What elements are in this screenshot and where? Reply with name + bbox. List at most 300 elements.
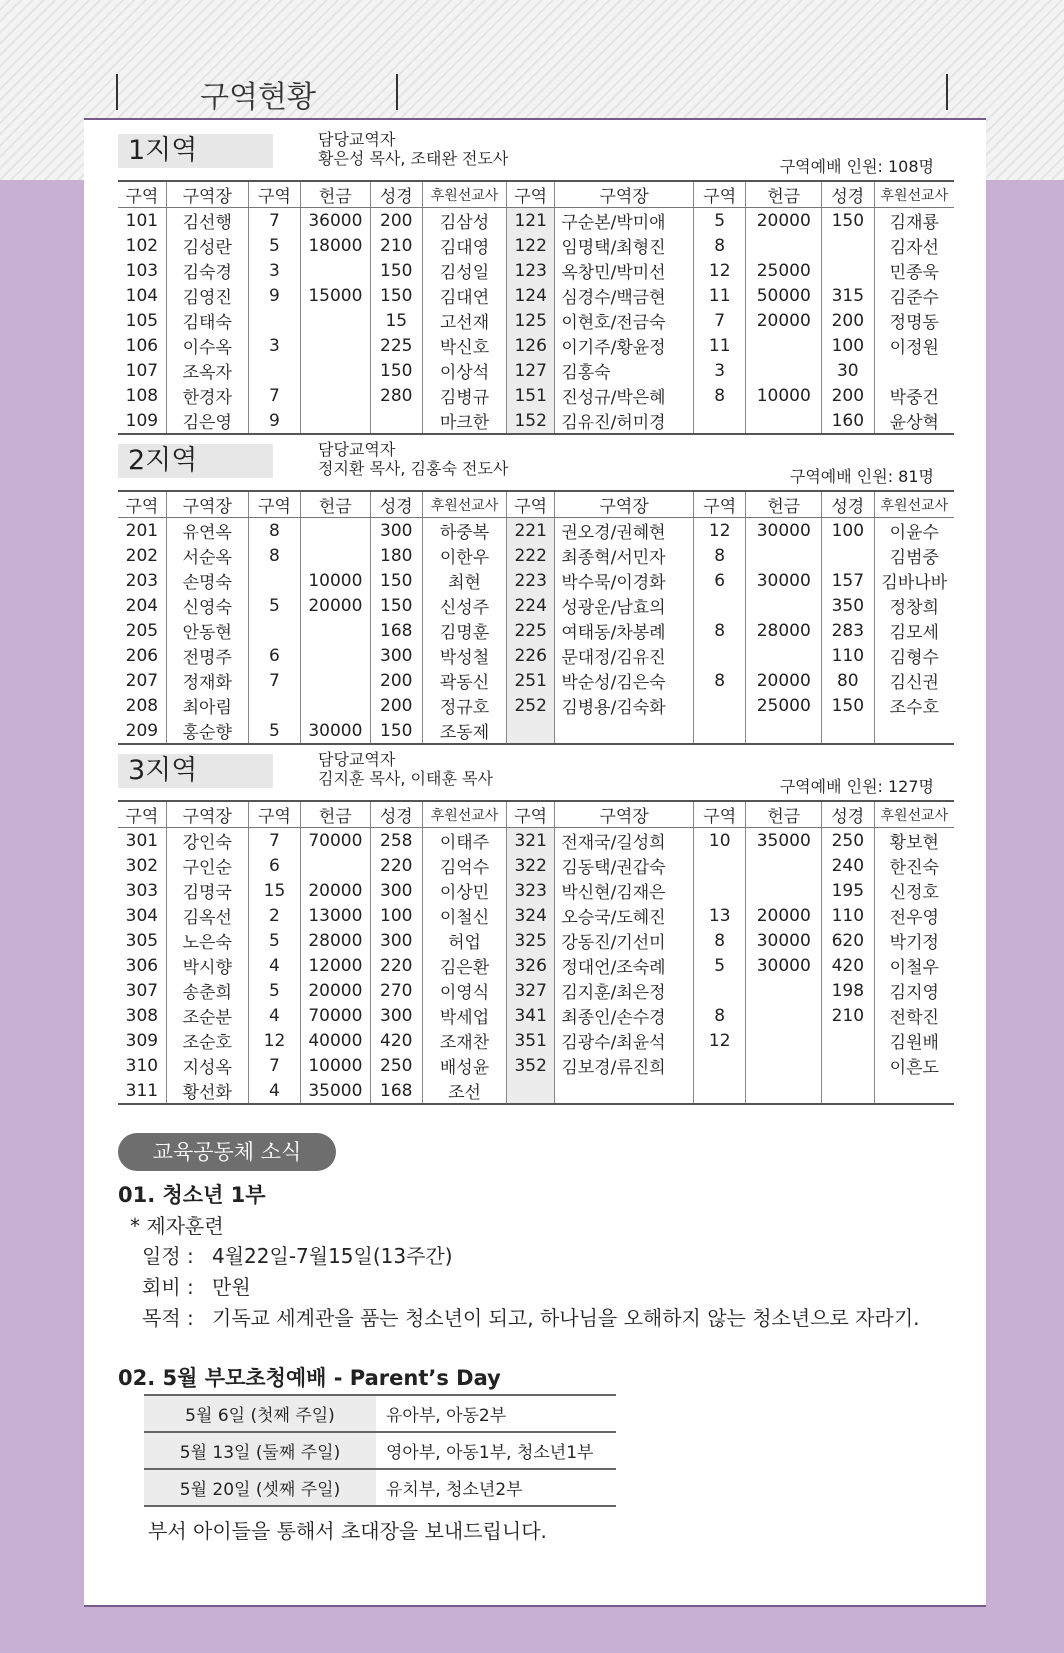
table-cell: 210 bbox=[370, 233, 423, 258]
table-row bbox=[118, 693, 954, 718]
column-header: 헌금 bbox=[301, 181, 370, 208]
table-cell bbox=[301, 408, 370, 434]
table-cell: 12000 bbox=[301, 953, 370, 978]
table-cell: 302 bbox=[125, 855, 159, 876]
youth-fee-row: 회비 : 만원 bbox=[142, 1275, 251, 1299]
table-cell: 252 bbox=[507, 693, 555, 718]
table-cell: 곽동신 bbox=[423, 668, 507, 693]
page-header bbox=[84, 60, 986, 120]
table-cell: 106 bbox=[125, 335, 159, 356]
table-cell: 조옥자 bbox=[166, 358, 248, 383]
table-cell: 351 bbox=[507, 1028, 555, 1053]
table-cell bbox=[693, 1078, 746, 1104]
table-cell: 13 bbox=[693, 903, 746, 928]
table-cell: 11 bbox=[693, 283, 746, 308]
region-table bbox=[118, 490, 954, 745]
column-header: 성경 bbox=[370, 181, 423, 208]
table-row bbox=[118, 568, 954, 593]
column-header: 구역장 bbox=[555, 801, 694, 828]
staff-names: 황은성 목사, 조태완 전도사 bbox=[318, 149, 509, 168]
table-cell: 18000 bbox=[301, 233, 370, 258]
table-cell bbox=[822, 258, 875, 283]
table-cell bbox=[693, 593, 746, 618]
staff-title: 담당교역자 bbox=[318, 750, 396, 769]
table-cell bbox=[693, 718, 746, 744]
table-cell bbox=[746, 1053, 822, 1078]
table-cell bbox=[746, 878, 822, 903]
table-cell bbox=[874, 358, 954, 383]
table-cell: 207 bbox=[125, 670, 159, 691]
table-cell: 200 bbox=[822, 383, 875, 408]
table-cell: 김원배 bbox=[874, 1028, 954, 1053]
table-cell: 35000 bbox=[746, 828, 822, 854]
table-cell: 김삼성 bbox=[423, 208, 507, 234]
table-cell: 20000 bbox=[746, 903, 822, 928]
table-cell: 4 bbox=[248, 1078, 301, 1104]
table-cell bbox=[746, 718, 822, 744]
table-cell: 이현호/전금숙 bbox=[555, 308, 694, 333]
table-cell: 12 bbox=[248, 1028, 301, 1053]
table-row bbox=[118, 828, 954, 854]
column-header: 구역 bbox=[118, 801, 166, 828]
table-cell: 28000 bbox=[301, 928, 370, 953]
parents-day-table bbox=[144, 1394, 616, 1507]
column-header: 구역 bbox=[693, 491, 746, 518]
table-row bbox=[118, 718, 954, 744]
table-cell: 324 bbox=[507, 903, 555, 928]
table-cell bbox=[693, 693, 746, 718]
table-cell: 신정호 bbox=[874, 878, 954, 903]
table-cell: 김영진 bbox=[166, 283, 248, 308]
region-name: 3지역 bbox=[118, 754, 273, 788]
table-cell: 박순성/김은숙 bbox=[555, 668, 694, 693]
table-cell: 황보현 bbox=[874, 828, 954, 854]
table-row bbox=[118, 643, 954, 668]
table-cell: 하중복 bbox=[423, 518, 507, 544]
table-cell: 226 bbox=[507, 643, 555, 668]
table-cell bbox=[301, 853, 370, 878]
table-cell: 조수호 bbox=[874, 693, 954, 718]
table-cell: 123 bbox=[507, 258, 555, 283]
table-cell: 300 bbox=[370, 878, 423, 903]
table-cell: 박수묵/이경화 bbox=[555, 568, 694, 593]
table-cell bbox=[746, 1028, 822, 1053]
table-cell: 10000 bbox=[746, 383, 822, 408]
table-cell: 오승국/도혜진 bbox=[555, 903, 694, 928]
table-cell: 105 bbox=[125, 310, 159, 331]
table-cell: 20000 bbox=[301, 878, 370, 903]
column-header: 구역장 bbox=[555, 491, 694, 518]
table-row bbox=[118, 903, 954, 928]
table-cell: 300 bbox=[370, 643, 423, 668]
table-cell: 315 bbox=[822, 283, 875, 308]
table-cell: 20000 bbox=[301, 593, 370, 618]
column-header: 구역 bbox=[118, 491, 166, 518]
table-cell bbox=[301, 618, 370, 643]
table-cell: 8 bbox=[693, 668, 746, 693]
table-cell: 이정원 bbox=[874, 333, 954, 358]
table-cell: 구순본/박미애 bbox=[555, 208, 694, 234]
region-header bbox=[118, 130, 954, 180]
closing-note: 부서 아이들을 통해서 초대장을 보내드립니다. bbox=[148, 1519, 547, 1543]
table-cell: 220 bbox=[370, 953, 423, 978]
table-cell: 송춘희 bbox=[166, 978, 248, 1003]
table-cell: 326 bbox=[507, 953, 555, 978]
table-cell: 김신권 bbox=[874, 668, 954, 693]
table-cell: 김병규 bbox=[423, 383, 507, 408]
table-cell: 성광운/남효의 bbox=[555, 593, 694, 618]
table-row bbox=[118, 668, 954, 693]
table-cell bbox=[301, 308, 370, 333]
table-cell: 100 bbox=[370, 903, 423, 928]
table-cell: 311 bbox=[118, 1078, 166, 1104]
table-cell: 321 bbox=[507, 828, 555, 854]
table-cell: 김명국 bbox=[166, 878, 248, 903]
region-table bbox=[118, 180, 954, 435]
table-row bbox=[118, 953, 954, 978]
column-header: 구역장 bbox=[166, 181, 248, 208]
table-cell: 신영숙 bbox=[166, 593, 248, 618]
table-cell bbox=[507, 1078, 555, 1104]
column-header: 성경 bbox=[822, 801, 875, 828]
table-cell bbox=[822, 233, 875, 258]
table-cell: 420 bbox=[822, 953, 875, 978]
table-cell: 150 bbox=[370, 258, 423, 283]
table-cell bbox=[248, 618, 301, 643]
table-cell: 124 bbox=[507, 283, 555, 308]
table-cell: 이윤수 bbox=[874, 518, 954, 544]
table-cell: 206 bbox=[125, 645, 159, 666]
table-cell: 김선행 bbox=[166, 208, 248, 234]
table-cell: 노은숙 bbox=[166, 928, 248, 953]
table-cell: 8 bbox=[693, 543, 746, 568]
column-header: 헌금 bbox=[301, 801, 370, 828]
table-cell: 조순분 bbox=[166, 1003, 248, 1028]
table-cell: 이철우 bbox=[874, 953, 954, 978]
table-cell: 김형수 bbox=[874, 643, 954, 668]
table-cell: 최종혁/서민자 bbox=[555, 543, 694, 568]
table-cell bbox=[301, 643, 370, 668]
table-cell: 진성규/박은혜 bbox=[555, 383, 694, 408]
table-cell: 203 bbox=[125, 570, 159, 591]
table-cell: 정명동 bbox=[874, 308, 954, 333]
table-cell: 225 bbox=[507, 618, 555, 643]
table-cell: 250 bbox=[822, 828, 875, 854]
column-header: 구역 bbox=[507, 491, 555, 518]
column-header: 성경 bbox=[370, 491, 423, 518]
table-cell: 100 bbox=[822, 518, 875, 544]
table-cell bbox=[301, 333, 370, 358]
table-cell: 이태주 bbox=[423, 828, 507, 854]
table-cell: 7 bbox=[248, 208, 301, 234]
table-cell: 104 bbox=[125, 285, 159, 306]
table-cell: 김지훈/최은정 bbox=[555, 978, 694, 1003]
column-header: 구역 bbox=[248, 181, 301, 208]
table-cell: 이철신 bbox=[423, 903, 507, 928]
table-cell: 208 bbox=[125, 695, 159, 716]
table-cell: 마크한 bbox=[423, 408, 507, 434]
table-cell: 12 bbox=[693, 518, 746, 544]
table-cell: 300 bbox=[370, 1003, 423, 1028]
table-cell: 김대연 bbox=[423, 283, 507, 308]
table-header-row bbox=[118, 491, 954, 518]
table-cell: 김성란 bbox=[166, 233, 248, 258]
news-badge: 교육공동체 소식 bbox=[118, 1133, 336, 1171]
table-row bbox=[118, 1078, 954, 1104]
table-cell: 6 bbox=[693, 568, 746, 593]
table-cell: 200 bbox=[370, 208, 423, 234]
table-cell: 권오경/권혜현 bbox=[555, 518, 694, 544]
table-cell bbox=[746, 408, 822, 434]
table-cell bbox=[693, 853, 746, 878]
table-cell: 5 bbox=[248, 928, 301, 953]
table-cell: 6 bbox=[248, 853, 301, 878]
table-cell: 70000 bbox=[301, 1003, 370, 1028]
table-cell: 303 bbox=[125, 880, 159, 901]
table-cell: 박신현/김재은 bbox=[555, 878, 694, 903]
table-cell: 150 bbox=[370, 568, 423, 593]
table-cell: 223 bbox=[507, 568, 555, 593]
table-cell: 127 bbox=[507, 358, 555, 383]
attendance-count: 구역예배 인원: 81명 bbox=[789, 467, 934, 486]
table-cell: 325 bbox=[507, 928, 555, 953]
table-cell: 110 bbox=[822, 903, 875, 928]
table-cell: 5 bbox=[248, 718, 301, 744]
table-cell: 210 bbox=[822, 1003, 875, 1028]
table-cell bbox=[693, 1053, 746, 1078]
table-row bbox=[118, 208, 954, 234]
table-cell: 김홍숙 bbox=[555, 358, 694, 383]
column-header: 헌금 bbox=[301, 491, 370, 518]
table-cell: 김대영 bbox=[423, 233, 507, 258]
table-cell: 8 bbox=[693, 928, 746, 953]
table-cell bbox=[822, 1053, 875, 1078]
table-cell: 122 bbox=[507, 233, 555, 258]
table-cell bbox=[746, 853, 822, 878]
table-cell: 김병용/김숙화 bbox=[555, 693, 694, 718]
column-header: 구역 bbox=[693, 181, 746, 208]
table-cell: 40000 bbox=[301, 1028, 370, 1053]
table-cell: 50000 bbox=[746, 283, 822, 308]
table-cell: 고선재 bbox=[423, 308, 507, 333]
table-cell bbox=[555, 1078, 694, 1104]
region-name: 1지역 bbox=[118, 134, 273, 168]
staff-title: 담당교역자 bbox=[318, 130, 396, 149]
table-cell: 125 bbox=[507, 308, 555, 333]
table-cell: 옥창민/박미선 bbox=[555, 258, 694, 283]
table-cell: 김성일 bbox=[423, 258, 507, 283]
table-cell: 김유진/허미경 bbox=[555, 408, 694, 434]
table-cell: 12 bbox=[693, 258, 746, 283]
table-cell: 250 bbox=[370, 1053, 423, 1078]
table-cell: 김태숙 bbox=[166, 308, 248, 333]
column-header: 구역 bbox=[507, 181, 555, 208]
page-title: 구역현황 bbox=[200, 80, 316, 115]
table-cell: 12 bbox=[693, 1028, 746, 1053]
table-cell: 한진숙 bbox=[874, 853, 954, 878]
table-cell: 9 bbox=[248, 283, 301, 308]
table-cell: 3 bbox=[248, 258, 301, 283]
table-cell bbox=[746, 233, 822, 258]
table-cell: 15 bbox=[248, 878, 301, 903]
table-cell: 151 bbox=[507, 383, 555, 408]
table-cell: 2 bbox=[248, 903, 301, 928]
table-cell: 이상석 bbox=[423, 358, 507, 383]
table-cell: 안동현 bbox=[166, 618, 248, 643]
table-cell: 8 bbox=[248, 518, 301, 544]
table-cell: 5 bbox=[693, 208, 746, 234]
education-news bbox=[118, 1133, 954, 1544]
column-header: 구역장 bbox=[555, 181, 694, 208]
table-cell: 283 bbox=[822, 618, 875, 643]
table-cell: 정대언/조숙례 bbox=[555, 953, 694, 978]
table-cell: 110 bbox=[822, 643, 875, 668]
table-cell: 이한우 bbox=[423, 543, 507, 568]
table-row bbox=[118, 1028, 954, 1053]
table-cell: 168 bbox=[370, 618, 423, 643]
table-cell: 304 bbox=[125, 905, 159, 926]
table-cell: 103 bbox=[125, 260, 159, 281]
table-cell: 200 bbox=[822, 308, 875, 333]
table-cell: 김모세 bbox=[874, 618, 954, 643]
table-cell: 307 bbox=[125, 980, 159, 1001]
column-header: 성경 bbox=[822, 491, 875, 518]
table-cell bbox=[507, 718, 555, 744]
table-cell bbox=[746, 593, 822, 618]
column-header: 성경 bbox=[822, 181, 875, 208]
table-cell: 620 bbox=[822, 928, 875, 953]
table-cell: 5 bbox=[248, 978, 301, 1003]
table-cell: 김범중 bbox=[874, 543, 954, 568]
table-cell: 20000 bbox=[301, 978, 370, 1003]
header-divider-mid bbox=[396, 74, 398, 110]
table-cell: 25000 bbox=[746, 693, 822, 718]
table-cell: 최아림 bbox=[166, 693, 248, 718]
table-cell: 201 bbox=[125, 520, 159, 541]
column-header: 구역 bbox=[248, 801, 301, 828]
table-cell: 300 bbox=[370, 518, 423, 544]
table-cell: 김은환 bbox=[423, 953, 507, 978]
attendance-count: 구역예배 인원: 127명 bbox=[779, 777, 934, 796]
table-cell bbox=[301, 383, 370, 408]
table-cell bbox=[874, 1078, 954, 1104]
table-cell: 240 bbox=[822, 853, 875, 878]
table-cell: 108 bbox=[125, 385, 159, 406]
table-cell: 전학진 bbox=[874, 1003, 954, 1028]
table-cell bbox=[248, 693, 301, 718]
table-cell: 배성윤 bbox=[423, 1053, 507, 1078]
table-cell: 420 bbox=[370, 1028, 423, 1053]
table-cell: 지성옥 bbox=[166, 1053, 248, 1078]
table-cell: 270 bbox=[370, 978, 423, 1003]
table-cell: 박기정 bbox=[874, 928, 954, 953]
table-cell: 28000 bbox=[746, 618, 822, 643]
table-cell: 강동진/기선미 bbox=[555, 928, 694, 953]
column-header: 헌금 bbox=[746, 181, 822, 208]
table-cell: 10000 bbox=[301, 568, 370, 593]
table-cell: 35000 bbox=[301, 1078, 370, 1104]
table-cell: 조선 bbox=[423, 1078, 507, 1104]
table-cell: 손명숙 bbox=[166, 568, 248, 593]
table-row bbox=[118, 1053, 954, 1078]
table-cell: 100 bbox=[822, 333, 875, 358]
table-cell: 308 bbox=[125, 1005, 159, 1026]
table-cell bbox=[746, 643, 822, 668]
region-1 bbox=[118, 130, 954, 435]
table-cell: 4 bbox=[248, 1003, 301, 1028]
table-cell: 여태동/차봉례 bbox=[555, 618, 694, 643]
table-cell: 최종인/손수경 bbox=[555, 1003, 694, 1028]
table-cell: 11 bbox=[693, 333, 746, 358]
table-cell bbox=[746, 333, 822, 358]
table-cell: 180 bbox=[370, 543, 423, 568]
column-header: 구역장 bbox=[166, 801, 248, 828]
table-cell: 160 bbox=[822, 408, 875, 434]
table-cell: 150 bbox=[370, 358, 423, 383]
table-cell: 280 bbox=[370, 383, 423, 408]
column-header: 후원선교사 bbox=[874, 801, 954, 828]
table-cell bbox=[746, 978, 822, 1003]
parents-day-row: 5월 13일 (둘째 주일) 영아부, 아동1부, 청소년1부 bbox=[144, 1432, 616, 1469]
table-cell: 30000 bbox=[746, 928, 822, 953]
column-header: 구역장 bbox=[166, 491, 248, 518]
table-cell bbox=[248, 308, 301, 333]
table-cell: 150 bbox=[822, 693, 875, 718]
table-cell: 195 bbox=[822, 878, 875, 903]
table-cell bbox=[370, 408, 423, 434]
table-cell: 202 bbox=[125, 545, 159, 566]
table-cell: 이수옥 bbox=[166, 333, 248, 358]
table-cell: 홍순향 bbox=[166, 718, 248, 744]
table-cell: 박세업 bbox=[423, 1003, 507, 1028]
parents-day-row: 5월 6일 (첫째 주일) 유아부, 아동2부 bbox=[144, 1395, 616, 1432]
table-cell: 김준수 bbox=[874, 283, 954, 308]
region-header bbox=[118, 440, 954, 490]
table-cell: 20000 bbox=[746, 668, 822, 693]
section-parents-day-title: 02. 5월 부모초청예배 - Parent’s Day bbox=[118, 1366, 501, 1390]
table-cell: 7 bbox=[693, 308, 746, 333]
table-cell: 이상민 bbox=[423, 878, 507, 903]
table-cell bbox=[301, 668, 370, 693]
table-cell: 341 bbox=[507, 1003, 555, 1028]
table-cell: 9 bbox=[248, 408, 301, 434]
table-cell: 전명주 bbox=[166, 643, 248, 668]
table-row bbox=[118, 593, 954, 618]
header-underline bbox=[84, 118, 986, 120]
region-table bbox=[118, 800, 954, 1105]
table-cell: 김은영 bbox=[166, 408, 248, 434]
table-cell: 150 bbox=[370, 593, 423, 618]
table-cell: 8 bbox=[248, 543, 301, 568]
table-cell: 전우영 bbox=[874, 903, 954, 928]
table-row bbox=[118, 1003, 954, 1028]
table-cell: 7 bbox=[248, 383, 301, 408]
table-cell: 20000 bbox=[746, 308, 822, 333]
table-cell bbox=[248, 568, 301, 593]
table-cell: 200 bbox=[370, 668, 423, 693]
table-cell: 204 bbox=[125, 595, 159, 616]
youth-schedule-row: 일정 : 4월22일-7월15일(13주간) bbox=[142, 1244, 453, 1268]
table-cell: 102 bbox=[125, 235, 159, 256]
table-cell: 7 bbox=[248, 828, 301, 854]
table-cell: 150 bbox=[370, 283, 423, 308]
table-cell bbox=[746, 358, 822, 383]
bottom-rule bbox=[84, 1605, 986, 1607]
table-row bbox=[118, 853, 954, 878]
table-cell: 107 bbox=[125, 360, 159, 381]
table-cell: 327 bbox=[507, 978, 555, 1003]
table-cell: 이기주/황윤정 bbox=[555, 333, 694, 358]
